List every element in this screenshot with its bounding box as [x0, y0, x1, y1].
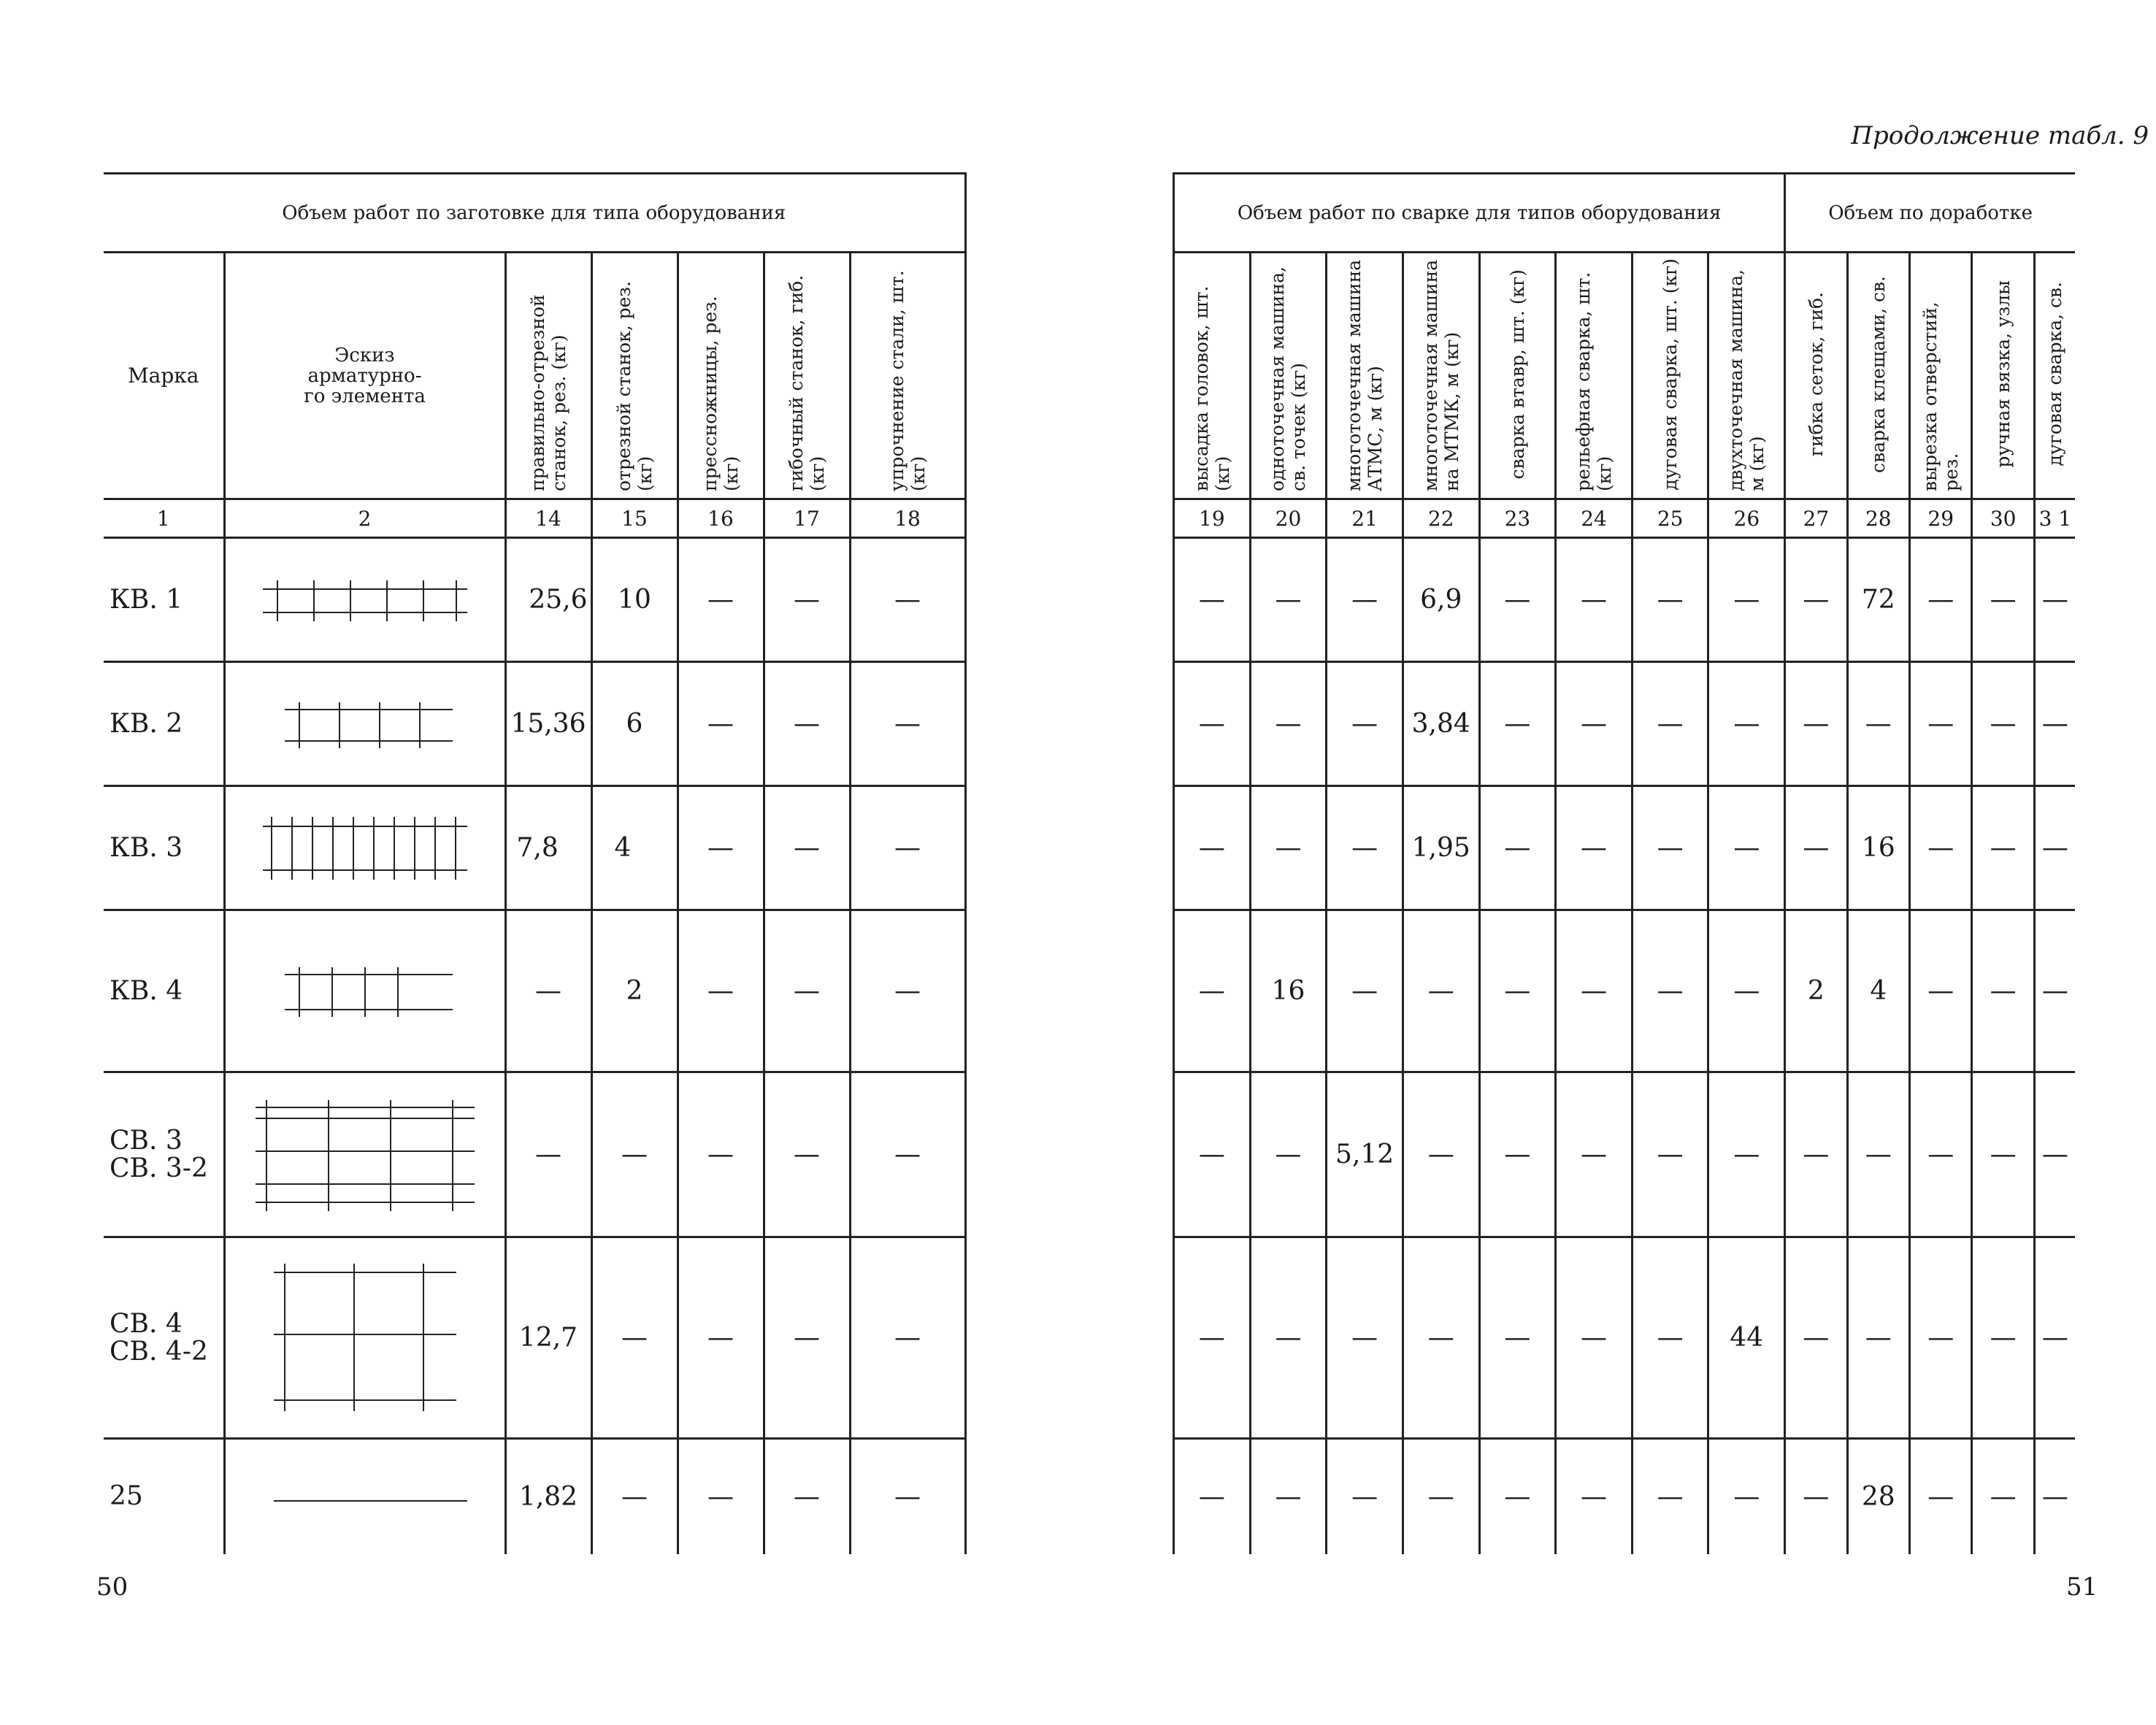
value-cell: 25,6 — [505, 538, 591, 662]
col-header-14 — [505, 253, 591, 499]
table-row — [104, 1237, 965, 1439]
value-cell: — — [678, 538, 764, 662]
marka-cell: КВ. 2 — [104, 662, 224, 786]
value-cell: — — [591, 1439, 678, 1554]
value-cell: — — [1632, 538, 1708, 662]
value-cell: — — [1479, 1439, 1556, 1554]
value-cell: 44 — [1708, 1237, 1785, 1439]
value-cell: — — [2034, 1072, 2075, 1237]
rebar-sketch-bar — [256, 1475, 475, 1518]
value-cell: — — [1972, 1237, 2034, 1439]
col-number: 24 — [1556, 499, 1633, 538]
table-row — [1174, 538, 2076, 662]
value-cell: 6 — [591, 662, 678, 786]
value-cell: — — [1403, 1237, 1479, 1439]
col-header-14-text: правильно-отрезной станок, рез. (кг) — [527, 293, 569, 491]
value-cell: — — [1327, 538, 1403, 662]
table-row — [1174, 786, 2076, 910]
col-header-21-text: многоточечная машина АТМС, м (кг) — [1343, 259, 1386, 491]
right-page — [1078, 0, 2156, 1725]
value-cell: — — [850, 538, 965, 662]
right-group-header-welding: Объем работ по сварке для типов оборудования — [1174, 174, 1785, 253]
value-cell: 2 — [1785, 910, 1847, 1072]
col-number: 27 — [1785, 499, 1847, 538]
marka-header: Марка — [104, 253, 224, 499]
col-header-26-text: двухточечная машина, м (кг) — [1725, 269, 1768, 491]
value-cell: — — [764, 1439, 850, 1554]
col-header-29 — [1910, 253, 1972, 499]
value-cell: — — [1174, 1439, 1251, 1554]
table-row — [1174, 1072, 2076, 1237]
table-row — [1174, 662, 2076, 786]
value-cell: — — [591, 1072, 678, 1237]
value-cell: — — [1785, 786, 1847, 910]
value-cell: — — [678, 1072, 764, 1237]
col-header-22 — [1403, 253, 1479, 499]
value-cell: — — [1708, 1439, 1785, 1554]
value-cell: — — [1327, 910, 1403, 1072]
value-cell: — — [1972, 662, 2034, 786]
value-cell: — — [1403, 1072, 1479, 1237]
value-cell: — — [1785, 662, 1847, 786]
value-cell: — — [2034, 1439, 2075, 1554]
col-header-25-text: дуговая сварка, шт. (кг) — [1660, 258, 1681, 491]
value-cell: — — [850, 910, 965, 1072]
value-cell: — — [1785, 1072, 1847, 1237]
value-cell: — — [850, 1237, 965, 1439]
value-cell: — — [1250, 1237, 1327, 1439]
right-group-header-finishing: Объем по доработке — [1785, 174, 2075, 253]
value-cell: 1,95 — [1403, 786, 1479, 910]
value-cell: — — [1174, 538, 1251, 662]
col-header-23-text: сварка втавр, шт. (кг) — [1506, 269, 1528, 480]
value-cell: — — [2034, 786, 2075, 910]
value-cell: — — [764, 1237, 850, 1439]
value-cell: — — [2034, 910, 2075, 1072]
value-cell: — — [764, 662, 850, 786]
page-number-right: 51 — [2066, 1572, 2098, 1602]
col-number: 16 — [678, 499, 764, 538]
marka-cell: КВ. 3 — [104, 786, 224, 910]
value-cell: — — [1556, 1072, 1633, 1237]
col-number: 19 — [1174, 499, 1251, 538]
col-number: 30 — [1972, 499, 2034, 538]
col-header-30 — [1972, 253, 2034, 499]
rebar-sketch-kv2 — [270, 691, 460, 757]
col-header-25 — [1632, 253, 1708, 499]
col-header-24-text: рельефная сварка, шт. (кг) — [1573, 272, 1616, 491]
value-cell: — — [1847, 1237, 1909, 1439]
col-header-20-text: одноточечная машина, св. точек (кг) — [1267, 266, 1310, 491]
value-cell: — — [1479, 538, 1556, 662]
col-header-17 — [764, 253, 850, 499]
sketch-cell — [224, 1072, 505, 1237]
col-header-31-text: дуговая сварка, св. — [2044, 282, 2066, 466]
col-header-24 — [1556, 253, 1633, 499]
value-cell: — — [1708, 538, 1785, 662]
value-cell: — — [1250, 1072, 1327, 1237]
table-row — [104, 910, 965, 1072]
col-number: 26 — [1708, 499, 1785, 538]
value-cell: — — [591, 1237, 678, 1439]
col-number: 15 — [591, 499, 678, 538]
value-cell: 4 — [1847, 910, 1909, 1072]
value-cell: — — [1632, 910, 1708, 1072]
value-cell: — — [1250, 662, 1327, 786]
value-cell: — — [764, 538, 850, 662]
value-cell: — — [2034, 662, 2075, 786]
value-cell: — — [1910, 910, 1972, 1072]
page-number-left: 50 — [96, 1572, 128, 1602]
sketch-header: Эскиз арматурно- го элемента — [224, 253, 505, 499]
value-cell: — — [1910, 1072, 1972, 1237]
value-cell: — — [1632, 662, 1708, 786]
value-cell: 72 — [1847, 538, 1909, 662]
value-cell: — — [1174, 662, 1251, 786]
value-cell: — — [1785, 1439, 1847, 1554]
col-header-19-text: высадка головок, шт. (кг) — [1190, 285, 1233, 491]
marka-cell: СВ. 4 СВ. 4-2 — [104, 1237, 224, 1439]
value-cell: — — [1972, 538, 2034, 662]
col-number: 18 — [850, 499, 965, 538]
value-cell: — — [1847, 662, 1909, 786]
col-header-31 — [2034, 253, 2075, 499]
value-cell: — — [1403, 910, 1479, 1072]
rebar-sketch-kv1 — [256, 567, 475, 633]
value-cell: — — [1556, 1439, 1633, 1554]
marka-cell: КВ. 1 — [104, 538, 224, 662]
value-cell: — — [1632, 786, 1708, 910]
col-number: 20 — [1250, 499, 1327, 538]
value-cell: — — [1174, 786, 1251, 910]
left-group-header: Объем работ по заготовке для типа оборудования — [104, 174, 965, 253]
value-cell: — — [1250, 786, 1327, 910]
value-cell: — — [678, 1237, 764, 1439]
value-cell: — — [1556, 1237, 1633, 1439]
value-cell: 10 — [591, 538, 678, 662]
table-row — [1174, 1237, 2076, 1439]
value-cell: — — [1250, 538, 1327, 662]
value-cell: — — [1479, 662, 1556, 786]
value-cell: — — [1250, 1439, 1327, 1554]
value-cell: — — [678, 786, 764, 910]
col-header-17-text: гибочный станок, гиб. (кг) — [786, 274, 828, 491]
marka-cell: 25 — [104, 1439, 224, 1554]
value-cell: — — [1847, 1072, 1909, 1237]
value-cell: — — [1972, 1072, 2034, 1237]
table-caption: Продолжение табл. 9 — [1851, 121, 2149, 150]
value-cell: — — [1479, 910, 1556, 1072]
value-cell: 12,7 — [505, 1237, 591, 1439]
value-cell: — — [1910, 538, 1972, 662]
col-number: 17 — [764, 499, 850, 538]
value-cell: — — [1174, 910, 1251, 1072]
right-table — [1173, 172, 2075, 1554]
value-cell: — — [1632, 1072, 1708, 1237]
value-cell: 1,82 — [505, 1439, 591, 1554]
value-cell: — — [764, 910, 850, 1072]
left-table — [104, 172, 967, 1554]
value-cell: 15,36 — [505, 662, 591, 786]
table-row — [104, 1072, 965, 1237]
value-cell: — — [1910, 1237, 1972, 1439]
value-cell: — — [1327, 662, 1403, 786]
value-cell: — — [1479, 786, 1556, 910]
col-number: 25 — [1632, 499, 1708, 538]
value-cell: — — [1785, 538, 1847, 662]
value-cell: — — [1556, 910, 1633, 1072]
value-cell: 16 — [1847, 786, 1909, 910]
col-header-28 — [1847, 253, 1909, 499]
value-cell: — — [1327, 1237, 1403, 1439]
col-number: 22 — [1403, 499, 1479, 538]
col-header-18 — [850, 253, 965, 499]
value-cell: — — [1174, 1072, 1251, 1237]
value-cell: — — [850, 1072, 965, 1237]
value-cell: — — [1972, 1439, 2034, 1554]
rebar-sketch-kv4 — [270, 958, 460, 1024]
value-cell: — — [1556, 662, 1633, 786]
col-header-16-text: прессножницы, рез. (кг) — [699, 295, 742, 491]
col-header-27-text: гибка сеток, гиб. — [1805, 291, 1827, 457]
value-cell: — — [1479, 1237, 1556, 1439]
col-header-18-text: упрочнение стали, шт. (кг) — [886, 269, 929, 491]
value-cell: — — [764, 1072, 850, 1237]
value-cell: — — [678, 910, 764, 1072]
value-cell: — — [1708, 910, 1785, 1072]
col-header-15-text: отрезной станок, рез. (кг) — [613, 280, 656, 491]
marka-cell: КВ. 4 — [104, 910, 224, 1072]
rebar-sketch-sv4 — [263, 1258, 467, 1418]
col-number: 3 1 — [2034, 499, 2075, 538]
table-row — [104, 1439, 965, 1554]
col-number: 1 — [104, 499, 224, 538]
value-cell: — — [1785, 1237, 1847, 1439]
value-cell: 28 — [1847, 1439, 1909, 1554]
col-header-23 — [1479, 253, 1556, 499]
sketch-cell — [224, 662, 505, 786]
value-cell: — — [1910, 662, 1972, 786]
value-cell: — — [1327, 1439, 1403, 1554]
value-cell: — — [850, 662, 965, 786]
col-header-28-text: сварка клещами, св. — [1868, 275, 1890, 473]
col-header-29-text: вырезка отверстий, рез. — [1919, 301, 1963, 491]
marka-cell: СВ. 3 СВ. 3-2 — [104, 1072, 224, 1237]
value-cell: — — [1174, 1237, 1251, 1439]
value-cell: — — [678, 662, 764, 786]
value-cell: 6,9 — [1403, 538, 1479, 662]
col-number: 2 — [224, 499, 505, 538]
sketch-cell — [224, 1439, 505, 1554]
col-header-30-text: ручная вязка, узлы — [1992, 280, 2014, 468]
value-cell: — — [1556, 538, 1633, 662]
rebar-sketch-sv3 — [248, 1093, 482, 1217]
table-row — [104, 786, 965, 910]
value-cell: — — [764, 786, 850, 910]
sketch-cell — [224, 786, 505, 910]
value-cell: — — [1632, 1439, 1708, 1554]
value-cell: — — [1910, 786, 1972, 910]
table-row — [104, 662, 965, 786]
value-cell: — — [678, 1439, 764, 1554]
col-number: 14 — [505, 499, 591, 538]
value-cell: 5,12 — [1327, 1072, 1403, 1237]
value-cell: — — [505, 910, 591, 1072]
value-cell: — — [850, 1439, 965, 1554]
value-cell: — — [1708, 662, 1785, 786]
sketch-cell — [224, 538, 505, 662]
col-number: 21 — [1327, 499, 1403, 538]
value-cell: — — [1708, 786, 1785, 910]
col-number: 23 — [1479, 499, 1556, 538]
col-header-16 — [678, 253, 764, 499]
col-header-19 — [1174, 253, 1251, 499]
col-header-15 — [591, 253, 678, 499]
value-cell: — — [1556, 786, 1633, 910]
col-header-22-text: многоточечная машина на МТМК, м (кг) — [1419, 259, 1462, 491]
value-cell: — — [505, 1072, 591, 1237]
sketch-cell — [224, 910, 505, 1072]
value-cell: — — [1972, 786, 2034, 910]
value-cell: 7,8 — [505, 786, 591, 910]
col-header-27 — [1785, 253, 1847, 499]
sketch-cell — [224, 1237, 505, 1439]
table-row — [1174, 910, 2076, 1072]
value-cell: 2 — [591, 910, 678, 1072]
value-cell: — — [1327, 786, 1403, 910]
col-number: 28 — [1847, 499, 1909, 538]
value-cell: — — [1708, 1072, 1785, 1237]
value-cell: — — [1632, 1237, 1708, 1439]
col-header-21 — [1327, 253, 1403, 499]
value-cell: 4 — [591, 786, 678, 910]
value-cell: — — [850, 786, 965, 910]
col-header-26 — [1708, 253, 1785, 499]
value-cell: — — [2034, 1237, 2075, 1439]
col-number: 29 — [1910, 499, 1972, 538]
col-header-20 — [1250, 253, 1327, 499]
table-row — [1174, 1439, 2076, 1554]
rebar-sketch-kv3 — [256, 808, 475, 888]
value-cell: — — [1403, 1439, 1479, 1554]
value-cell: — — [1910, 1439, 1972, 1554]
value-cell: 3,84 — [1403, 662, 1479, 786]
value-cell: — — [1479, 1072, 1556, 1237]
value-cell: — — [1972, 910, 2034, 1072]
value-cell: 16 — [1250, 910, 1327, 1072]
value-cell: — — [2034, 538, 2075, 662]
table-row — [104, 538, 965, 662]
